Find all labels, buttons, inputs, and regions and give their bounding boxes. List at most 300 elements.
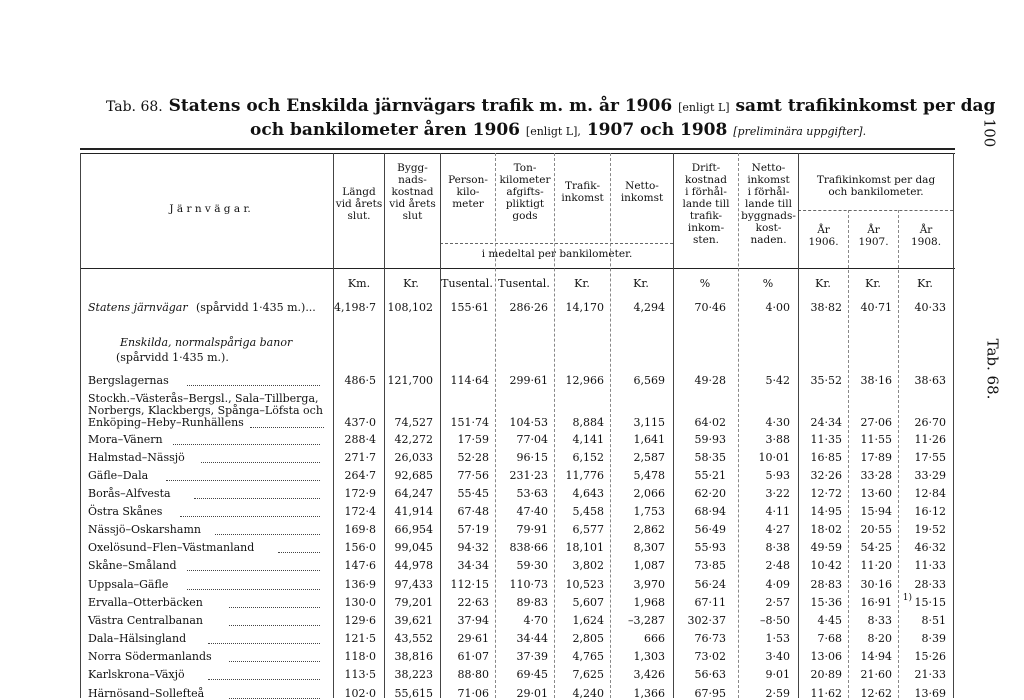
row-name: Norbergs, Klackbergs, Spånga–Löfsta och [88,404,323,417]
statens-value: 286·26 [509,301,548,314]
rule-top [80,148,955,150]
row-value: 68·94 [694,505,726,518]
col-sep-5 [554,153,555,698]
header-netto-line: Netto- [625,180,659,192]
row-value: 10,523 [565,578,604,591]
row-value: 12·72 [810,487,842,500]
row-value: 22·63 [457,596,489,609]
row-value: 121,700 [387,374,433,387]
row-value: 4·70 [523,614,548,627]
header-bygg-line: kostnad [391,186,434,198]
header-drift-line: kostnad [684,174,728,186]
col-sep-6 [610,153,611,698]
row-value: 2·48 [765,559,790,572]
row-leader [187,570,320,571]
row-value: 1,753 [633,505,665,518]
row-value: 299·61 [509,374,548,387]
unit-label: Tusental. [498,277,550,290]
row-value: 5,478 [633,469,665,482]
row-value: 43,552 [394,632,433,645]
row-value: 12·62 [860,687,892,700]
row-value: 4,643 [572,487,604,500]
row-value: 3,970 [633,578,665,591]
row-value: 13·06 [810,650,842,663]
col-sep-4 [495,153,496,698]
row-value: 4,765 [572,650,604,663]
row-value: 16·12 [914,505,946,518]
row-value: 66,954 [394,523,433,536]
row-value: 38·63 [914,374,946,387]
header-nettoforh-line: byggnads- [741,210,796,222]
row-value: 27·06 [860,416,892,429]
statens-value: 40·33 [914,301,946,314]
row-value: 666 [644,632,665,645]
header-year-line: År [817,224,830,236]
row-value: 102·0 [344,687,376,700]
header-langd-line: vid årets [335,198,383,210]
header-drift-line: inkom- [687,222,725,234]
table-title-line2 [250,120,866,140]
row-leader [229,607,320,608]
statens-value: 155·61 [450,301,489,314]
row-value: 4·09 [765,578,790,591]
row-value: 1,087 [633,559,665,572]
row-value: 114·64 [450,374,489,387]
row-leader [187,385,320,386]
row-value: 21·33 [914,668,946,681]
row-leader [194,498,320,499]
header-byggnadskostnad [385,162,440,222]
statens-value: 40·71 [860,301,892,314]
row-name: Norra Södermanlands [88,650,212,663]
row-value: 67·48 [457,505,489,518]
unit-label: Kr. [574,277,590,290]
row-value: 17·59 [457,433,489,446]
row-value: 41,914 [394,505,433,518]
row-value: 104·53 [509,416,548,429]
row-value: 231·23 [509,469,548,482]
row-value: 28·83 [810,578,842,591]
header-perdag-line: Trafikinkomst per dag [816,174,936,186]
header-year-line: År [867,224,880,236]
row-value: 76·73 [694,632,726,645]
header-person-line: kilo- [456,186,480,198]
rule-medeltal [440,243,673,244]
row-value: 2,862 [633,523,665,536]
row-name: Uppsala–Gäfle [88,578,169,591]
col-sep-0 [80,153,81,698]
table-title-line1 [106,96,995,116]
title-text-b: samt trafikinkomst per dag [735,96,996,116]
row-value: 46·32 [914,541,946,554]
statens-value: 4·00 [765,301,790,314]
row-name: Stockh.–Västerås–Bergsl., Sala–Tillberga, [88,392,319,405]
row-value: 8·51 [921,614,946,627]
row-value: 77·04 [516,433,548,446]
row-value: 7·68 [817,632,842,645]
header-year-1906 [799,224,848,248]
row-value: 26·70 [914,416,946,429]
header-year-line: 1907. [858,236,889,248]
row-value: 55·21 [694,469,726,482]
header-bygg-line: Bygg- [397,162,428,174]
row-leader [166,480,320,481]
row-value: 11·33 [914,559,946,572]
row-value: 35·52 [810,374,842,387]
header-year-1907 [849,224,898,248]
row-value: 11·20 [860,559,892,572]
row-name: Borås–Alfvesta [88,487,171,500]
rule-header-bottom [80,268,955,269]
statens-value: 38·82 [810,301,842,314]
row-value: 57·19 [457,523,489,536]
title-text-a: Statens och Enskilda järnvägars trafik m. m. år 1906 [168,96,673,116]
row-value: 64,247 [394,487,433,500]
enskilda-heading: Enskilda, normalspåriga banor [120,336,293,349]
row-value: 8·38 [765,541,790,554]
row-value: 172·4 [344,505,376,518]
row-value: 1·53 [765,632,790,645]
row-value: 55·93 [694,541,726,554]
header-trafik-line: inkomst [561,192,604,204]
header-nettoforh-line: Netto- [751,162,786,174]
row-value: 4·27 [765,523,790,536]
header-langd [334,186,384,222]
col-sep-2 [384,153,385,698]
title-note-b: [enligt L], [525,125,581,138]
row-value: 838·66 [509,541,548,554]
row-value: 5·42 [765,374,790,387]
enskilda-subheading: (spårvidd 1·435 m.). [116,351,229,364]
row-value: 3,115 [633,416,665,429]
row-value: 15·26 [914,650,946,663]
header-langd-line: Längd [342,186,376,198]
row-name: Mora–Vänern [88,433,163,446]
header-nettoforh-line: naden. [750,234,787,246]
row-value: 8·20 [867,632,892,645]
row-value: 151·74 [450,416,489,429]
row-value: 96·15 [516,451,548,464]
row-value: 6,569 [633,374,665,387]
header-drift-line: i förhål- [685,186,727,198]
row-leader [215,534,320,535]
row-value: 129·6 [344,614,376,627]
row-value: 73·85 [694,559,726,572]
row-value: 110·73 [509,578,548,591]
header-trafik-line: Trafik- [564,180,600,192]
row-leader [201,462,320,463]
row-value: 33·29 [914,469,946,482]
row-value: 4·11 [765,505,790,518]
row-value: 1,624 [572,614,604,627]
row-value: 55,615 [394,687,433,700]
row-leader [187,589,320,590]
row-value: 2·59 [765,687,790,700]
row-value: 73·02 [694,650,726,663]
row-value: 437·0 [344,416,376,429]
statens-label-suffix: (spårvidd 1·435 m.)... [196,301,316,314]
row-value: 121·5 [344,632,376,645]
title-note-c: [preliminära uppgifter]. [733,125,867,138]
row-leader [229,661,320,662]
row-value: 14·94 [860,650,892,663]
row-value: 7,625 [572,668,604,681]
row-leader [229,698,320,699]
col-sep-1 [333,153,334,698]
header-person-line: Person- [448,174,488,186]
row-value: 118·0 [344,650,376,663]
header-ton-line: afgifts- [506,186,544,198]
row-value: 15·94 [860,505,892,518]
row-value: 4,240 [572,687,604,700]
statens-value: 14,170 [565,301,604,314]
row-value: 5,607 [572,596,604,609]
row-value: 42,272 [394,433,433,446]
row-value: 11·35 [810,433,842,446]
row-value: 11·62 [810,687,842,700]
row-name: Härnösand–Sollefteå [88,687,205,700]
row-value: 92,685 [394,469,433,482]
row-value: 147·6 [344,559,376,572]
header-personkilometer [441,174,495,210]
row-value: 169·8 [344,523,376,536]
row-name: Ervalla–Otterbäcken [88,596,203,609]
row-value: 33·28 [860,469,892,482]
row-value: 37·39 [516,650,548,663]
row-value: 6,152 [572,451,604,464]
header-ton-line: pliktigt [505,198,545,210]
row-value: 26,033 [394,451,433,464]
unit-label: Kr. [633,277,649,290]
row-value: 8·39 [921,632,946,645]
row-value: 10·01 [758,451,790,464]
row-name: Östra Skånes [88,505,163,518]
row-value: 79,201 [394,596,433,609]
unit-label: Tusental. [441,277,493,290]
header-drift-line: Drift- [691,162,721,174]
header-jarnvagar: J ä r n v ä g a r. [169,203,251,215]
row-value: 64·02 [694,416,726,429]
side-table-label: Tab. 68. [983,338,1002,400]
statens-value: 108,102 [387,301,433,314]
row-value: 49·28 [694,374,726,387]
row-value: 288·4 [344,433,376,446]
row-value: 11·55 [860,433,892,446]
row-value: 39,621 [394,614,433,627]
header-year-1908 [899,224,953,248]
row-name: Västra Centralbanan [88,614,203,627]
row-footnote-marker: 1) [902,593,912,603]
row-leader [250,427,324,428]
header-trafikinkomst-per-dag [799,174,953,198]
row-value: 56·63 [694,668,726,681]
row-value: 3·88 [765,433,790,446]
row-value: 53·63 [516,487,548,500]
row-leader [180,516,320,517]
row-leader [278,552,320,553]
row-name: Nässjö–Oskarshamn [88,523,201,536]
title-note-a: [enligt L] [678,101,730,114]
header-ton-line: kilometer [499,174,551,186]
row-name: Dala–Hälsingland [88,632,187,645]
unit-label: Kr. [403,277,419,290]
row-value: 16·85 [810,451,842,464]
row-value: 1,641 [633,433,665,446]
row-value: 44,978 [394,559,433,572]
col-sep-12 [953,153,954,698]
header-nettoforh-line: kost- [755,222,782,234]
unit-label: Kr. [917,277,933,290]
row-value: 264·7 [344,469,376,482]
row-value: 30·16 [860,578,892,591]
header-trafikinkomst [555,180,610,204]
row-value: 38·16 [860,374,892,387]
row-value: 2,587 [633,451,665,464]
row-value: 47·40 [516,505,548,518]
row-name: Enköping–Heby–Runhällens [88,416,244,429]
row-value: 58·35 [694,451,726,464]
header-year-line: År [919,224,933,236]
title-text-d: 1907 och 1908 [586,120,728,140]
row-value: 3·22 [765,487,790,500]
row-name: Karlskrona–Växjö [88,668,185,681]
header-drift-line: lande till [682,198,730,210]
row-value: 302·37 [687,614,726,627]
statens-value: 4,294 [633,301,665,314]
row-value: 38,223 [394,668,433,681]
header-bygg-line: vid årets [389,198,436,210]
row-value: 3,426 [633,668,665,681]
row-name: Skåne–Småland [88,559,177,572]
row-value: 79·91 [516,523,548,536]
row-value: 3·40 [765,650,790,663]
unit-label: Kr. [865,277,881,290]
header-nettoforh-line: lande till [745,198,792,210]
header-drift-line: trafik- [689,210,723,222]
page-number: 100 [980,118,999,148]
row-value: 19·52 [914,523,946,536]
row-value: 15·15 [914,596,946,609]
row-value: 486·5 [344,374,376,387]
row-value: 89·83 [516,596,548,609]
statens-value: 4,198·7 [334,301,376,314]
row-value: 8,884 [572,416,604,429]
row-value: 29·61 [457,632,489,645]
header-langd-line: slut. [347,210,371,222]
row-value: 113·5 [344,668,376,681]
row-name: Halmstad–Nässjö [88,451,185,464]
header-year-line: 1908. [910,236,942,248]
row-value: 59·30 [516,559,548,572]
row-value: 56·24 [694,578,726,591]
row-value: 20·55 [860,523,892,536]
row-value: 11,776 [565,469,604,482]
row-value: 13·60 [860,487,892,500]
row-value: 2·57 [765,596,790,609]
header-drift-line: sten. [693,234,719,246]
rule-years [798,210,953,211]
row-value: 6,577 [572,523,604,536]
row-value: 2,805 [572,632,604,645]
row-value: –8·50 [760,614,790,627]
row-value: 34·44 [516,632,548,645]
unit-label: % [699,277,711,290]
row-value: 17·89 [860,451,892,464]
row-value: 21·60 [860,668,892,681]
row-value: 29·01 [516,687,548,700]
row-value: 38,816 [394,650,433,663]
row-value: 8·33 [867,614,892,627]
row-name: Oxelösund–Flen–Västmanland [88,541,255,554]
row-value: 130·0 [344,596,376,609]
row-value: 172·9 [344,487,376,500]
header-ton-line: gods [512,210,538,222]
rule-top-2 [80,153,955,154]
unit-label: Kr. [815,277,831,290]
row-value: 4·30 [765,416,790,429]
row-value: 1,366 [633,687,665,700]
row-value: 4·45 [817,614,842,627]
row-value: 77·56 [457,469,489,482]
row-value: 61·07 [457,650,489,663]
row-name: Bergslagernas [88,374,169,387]
row-value: 17·55 [914,451,946,464]
row-value: 59·93 [694,433,726,446]
table-number: Tab. 68. [106,99,163,115]
header-perdag-line: och bankilometer. [828,186,924,198]
row-leader [208,679,320,680]
row-name: Gäfle–Dala [88,469,149,482]
row-value: 271·7 [344,451,376,464]
row-value: –3,287 [628,614,665,627]
row-value: 88·80 [457,668,489,681]
header-netto-line: inkomst [620,192,664,204]
statens-value: 70·46 [694,301,726,314]
row-value: 5,458 [572,505,604,518]
header-year-line: 1906. [808,236,839,248]
row-value: 5·93 [765,469,790,482]
row-value: 49·59 [810,541,842,554]
row-value: 9·01 [765,668,790,681]
row-value: 156·0 [344,541,376,554]
row-value: 13·69 [914,687,946,700]
row-value: 2,066 [633,487,665,500]
header-nettoinkomst-forhallande [739,162,798,246]
header-bygg-line: slut [402,210,423,222]
header-nettoforh-line: i förhål- [747,186,790,198]
header-nettoforh-line: inkomst [747,174,790,186]
row-value: 1,968 [633,596,665,609]
row-value: 14·95 [810,505,842,518]
row-value: 71·06 [457,687,489,700]
row-value: 67·95 [694,687,726,700]
row-value: 12·84 [914,487,946,500]
row-value: 11·26 [914,433,946,446]
title-text-c: och bankilometer åren 1906 [250,120,520,140]
header-driftkostnad [674,162,738,246]
row-value: 69·45 [516,668,548,681]
col-sep-3 [440,153,441,698]
row-value: 32·26 [810,469,842,482]
row-value: 56·49 [694,523,726,536]
row-value: 94·32 [457,541,489,554]
row-value: 20·89 [810,668,842,681]
header-bygg-line: nads- [398,174,427,186]
row-value: 24·34 [810,416,842,429]
row-value: 15·36 [810,596,842,609]
header-medeltal: i medeltal per bankilometer. [481,248,633,260]
row-value: 52·28 [457,451,489,464]
